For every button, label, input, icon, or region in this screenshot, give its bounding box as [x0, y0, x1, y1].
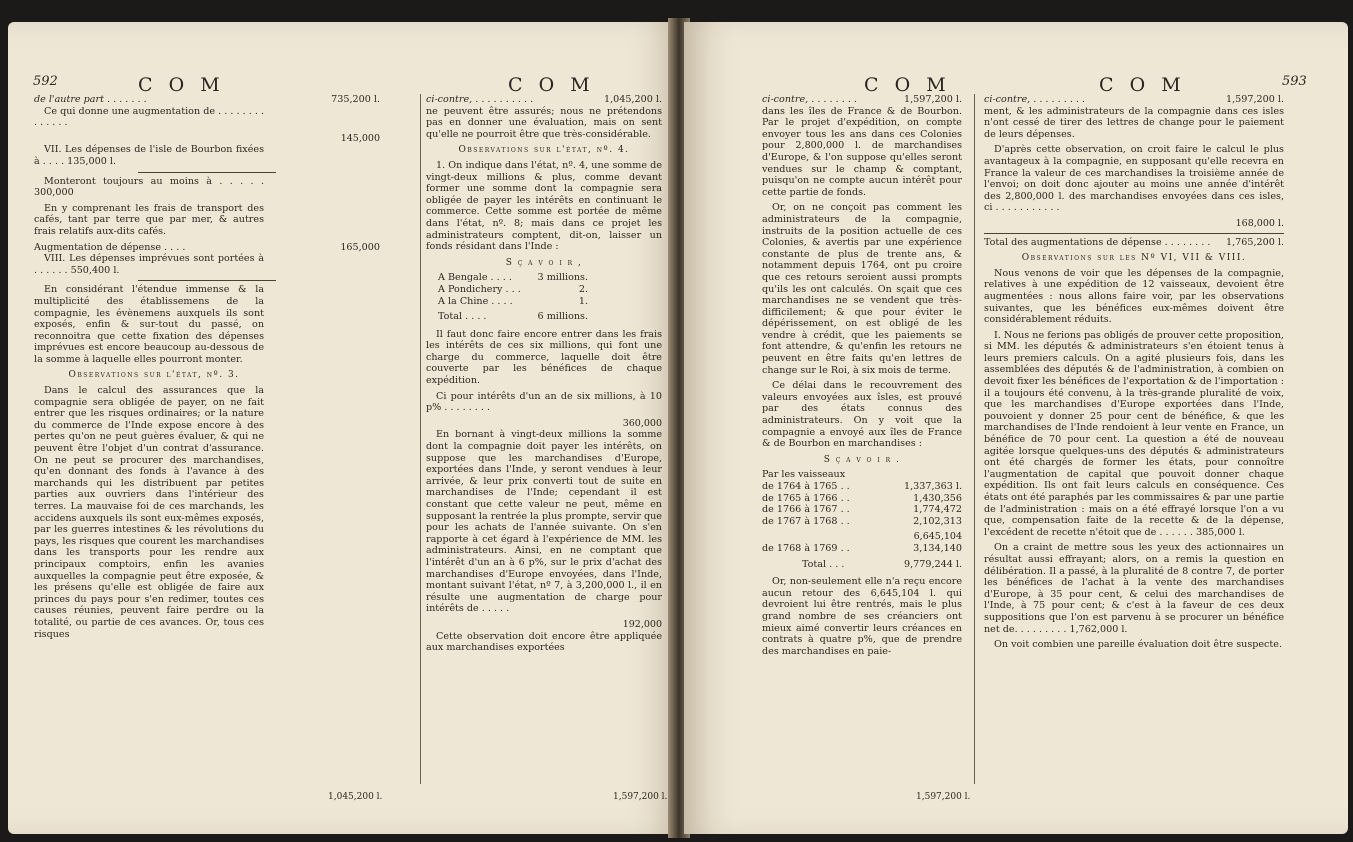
- carry-amount: 1,045,200 l.: [604, 94, 662, 105]
- column-1: [34, 94, 380, 644]
- list-item: de 1764 à 1765 . . 1,337,363 l.: [762, 481, 962, 492]
- column-divider: [420, 94, 421, 784]
- running-header-col2: C O M: [508, 74, 595, 96]
- paragraph-3: Nous venons de voir que les dépenses de la compagnie, relatives à une expédition de 12 vaisseaux, devoient être augmentées : nous allons faire voir, par les observations suivantes, que les bénéfices eux-mêmes doivent être considérablement réduits.: [984, 267, 1284, 326]
- augmentations-total: Total des augmentations de dépense . . . . . . . . 1,765,200 l.: [984, 236, 1284, 248]
- page-number-left: 592: [33, 74, 58, 89]
- right-page: [684, 22, 1348, 834]
- observations-text-3: Dans le calcul des assurances que la compagnie sera obligée de payer, on ne fait entrer que les risques ordinaires; or la nature du commerce de l'Inde expose encore à des pertes qu'on ne peut guères évaluer, & qui ne peuvent être l'objet d'un contrat d'assurance. On ne peut se procurer des marchandises, qu'en donnant des fonds à l'avance à des marchands qui les distribuent par petites parties aux ouvriers dans l'intérieur des terres. La mauvaise foi de ces marchands, les accidens auxquels ils sont eux-mêmes exposés, par les guerres intestines & les révolutions du pays, les risques que courent les marchandises dans les transports pour les rendre aux principaux comptoirs, enfin les avanies auxquelles la compagnie peut être exposée, & les présens qu'elle est obligée de faire aux princes du pays pour s'en redimer, toutes ces causes réunies, peuvent faire perdre ou la totalité, ou partie de ces avances. Or, tous ces risques: [34, 385, 264, 640]
- paragraph-2: D'après cette observation, on croit faire le calcul le plus avantageux à la compagnie, en supposant qu'elle recevra en France la valeur de ces marchandises la troisième année de l'envoi; on doit donc ajouter au moins une année d'intérêt des 2,800,000 l. des marchandises envoyées dans ces isles, ci . . . . . . . . . . .: [984, 144, 1284, 214]
- item-1: Ce qui donne une augmentation de . . . . . . . . . . . . . .: [34, 105, 264, 129]
- paragraph-1: ment, & les administrateurs de la compagnie dans ces isles n'ont cessé de tirer des lettres de change pour le paiement de leurs dépenses.: [984, 105, 1284, 140]
- carry-amount: 1,597,200 l.: [904, 94, 962, 105]
- paragraph-6: On voit combien une pareille évaluation doit être suspecte.: [994, 639, 1283, 651]
- page-number-right: 593: [1282, 74, 1307, 89]
- paragraph-1: dans les îles de France & de Bourbon. Par le projet d'expédition, on compte envoyer tous les ans dans ces Colonies pour 2,800,000 l. de marchandises d'Europe, & l'on suppose qu'elles seront vendues sur le champ & comptant, puisqu'on ne compte aucun intérêt pour cette partie de fonds.: [762, 105, 962, 198]
- item-2: VII. Les dépenses de l'isle de Bourbon fixées à . . . . 135,000 l.: [34, 144, 264, 167]
- item-4: En y comprenant les frais de transport des cafés, tant par terre que par mer, & autres frais relatifs aux-dits cafés.: [34, 202, 264, 237]
- list-item: de 1766 à 1767 . . 1,774,472: [762, 504, 962, 516]
- paragraph-3: Ci pour intérêts d'un an de six millions, à 10 p% . . . . . . . .: [426, 390, 662, 414]
- paragraph-4: I. Nous ne ferions pas obligés de prouver cette proposition, si MM. les députés & administrateurs s'en étoient tenus à leurs premiers calculs. On a agité plusieurs fois, dans les assemblées des députés & de l'administration, à combien on devoit fixer les bénéfices de l'exportation & de l'importation : il a toujours été convenu, à la très-grande pluralité de voix, que les marchandises d'Europe exportées dans l'Inde, pouvoient y donner 25 pour cent de bénéfice, & que les marchandises de l'Inde rendoient à leur vente en France, un bénéfice de 70 pour cent. La question a été de nouveau agitée lorsque quelques-uns des députés & administrateurs ont été chargés de former les états, pour connoître l'augmentation de capital que pouvoit donner chaque expédition. Ils ont fait leurs calculs en conséquence. Ces états ont été paraphés par les commissaires & par une partie de l'administration : mais on a été effrayé lorsque l'on a vu que, compensation faite de la recette & de la dépense, l'excédent de recette n'étoit que de . . . . . . 385,000 l.: [984, 329, 1284, 538]
- intro-text: ne peuvent être assurés; nous ne prétendons pas en donner une évaluation, mais on sent qu'elle ne pourroit être que très-considérable.: [426, 105, 662, 140]
- observations-title-4: Observations sur l'état, nº. 4.: [458, 145, 630, 156]
- paragraph-2-amount: 168,000 l.: [1235, 217, 1284, 229]
- running-header-left: C O M: [138, 74, 225, 96]
- carry-amount: 735,200 l.: [331, 94, 380, 105]
- paragraph-4: En bornant à vingt-deux millions la somme dont la compagnie doit payer les intérêts, on suppose que les marchandises d'Europe, exportées dans l'Inde, y seront vendues à leur arrivée, & leur prix converti tout de suite en marchandises de l'Inde; cependant il est constant que cette valeur ne peut, même en supposant la rentrée la plus prompte, servir que pour les achats de l'année suivante. On s'en rapporte à cet égard à l'expérience de MM. les administrateurs. Ainsi, en ne comptant que l'intérêt d'un an à 6 p%, sur le prix d'achat des marchandises d'Europe envoyées, dans l'Inde, montant suivant l'état, nº 7, à 3,200,000 l., il en résulte une augmentation de charge pour intérêts de . . . . .: [426, 429, 662, 615]
- paragraph-5: Cette observation doit encore être appliquée aux marchandises exportées: [426, 630, 662, 654]
- paragraph-5: On a craint de mettre sous les yeux des actionnaires un résultat aussi effrayant; alors, on a remis la question en délibération. Il a passé, à la pluralité de 8 contre 7, de porter les bénéfices de l'achat à la vente des marchandises d'Europe, à 35 pour cent, & celui des marchandises de l'Inde, à 75 pour cent; & c'est à la faveur de ces deux suppositions que l'on est parvenu à se procurer un bénéfice net de. . . . . . . . . 1,762,000 l.: [984, 542, 1284, 635]
- savoir-heading: S ç a v o i r .: [823, 454, 901, 465]
- item-1-amount: 145,000: [340, 132, 380, 144]
- column-4: [984, 94, 1284, 655]
- list-total: Total . . . . 6 millions.: [438, 311, 588, 323]
- list-item: de 1765 à 1766 . . 1,430,356: [762, 492, 962, 504]
- running-header-col4: C O M: [1099, 74, 1186, 96]
- paragraph-1: 1. On indique dans l'état, nº. 4, une somme de vingt-deux millions & plus, comme devant former une somme dont la compagnie sera obligée de payer les intérêts en continuant le commerce. Cette somme est portée de même dans l'état, nº. 8; mais dans ce projet les administrateurs comptent, dit-on, laisser un fonds résidant dans l'Inde :: [426, 159, 662, 253]
- list-header: Par les vaisseaux: [762, 469, 846, 481]
- paragraph-3-amount: 360,000: [622, 417, 662, 429]
- list-item: de 1767 à 1768 . . 2,102,313: [762, 515, 962, 527]
- paragraph-2: Il faut donc faire encore entrer dans les frais les intérêts de ces six millions, qui font une charge du commerce, laquelle doit être couverte par les bénéfices de chaque expédition.: [426, 328, 662, 387]
- item-5: Augmentation de dépense . . . .: [34, 241, 186, 253]
- list-item: A Bengale . . . . 3 millions.: [438, 272, 588, 284]
- item-5-amount: 165,000: [340, 241, 380, 253]
- footer-total-col3: 1,597,200 l.: [916, 792, 971, 802]
- column-3: [762, 94, 962, 661]
- observations-title-3: Observations sur l'état, nº. 3.: [68, 370, 240, 381]
- paragraph-3: Ce délai dans le recouvrement des valeurs envoyées aux îsles, est prouvé par des états connus des administrateurs. On y voit que la compagnie a envoyé aux îles de France & de Bourbon en marchandises :: [762, 380, 962, 450]
- item-3: Monteront toujours au moins à . . . . . 300,000: [34, 175, 264, 199]
- footer-total-col1: 1,045,200 l.: [328, 792, 383, 802]
- savoir-heading: S ç a v o i r ,: [505, 257, 583, 268]
- item-7: En considérant l'étendue immense & la multiplicité des établissemens de la compagnie, les évènemens auxquels ils sont exposés, enfin & sur-tout du passé, on reconnoitra que cette fixation des dépenses imprévues est encore beaucoup au-dessous de la somme à laquelle elles pourront monter.: [34, 284, 264, 365]
- footer-total-col2: 1,597,200 l.: [613, 792, 668, 802]
- observations-title-6-8: Observations sur les Nº VI, VII & VIII.: [1021, 253, 1247, 264]
- carry-label: ci-contre, . . . . . . . . . .: [426, 94, 534, 105]
- carry-label: de l'autre part . . . . . . .: [34, 94, 147, 105]
- column-2: [426, 94, 662, 658]
- rule: [138, 280, 276, 281]
- carry-label: ci-contre, . . . . . . . .: [762, 94, 857, 105]
- rule: [984, 233, 1284, 234]
- list-item: A Pondichery . . . 2.: [438, 283, 588, 295]
- column-divider: [974, 94, 975, 784]
- list-item: de 1768 à 1769 . . 3,134,140: [762, 542, 962, 554]
- list-total: Total . . . 9,779,244 l.: [802, 558, 962, 570]
- item-6: VIII. Les dépenses imprévues sont portées à . . . . . . 550,400 l.: [34, 253, 264, 276]
- carry-amount: 1,597,200 l.: [1226, 94, 1284, 105]
- left-page: [8, 22, 680, 834]
- list-item: A la Chine . . . . 1.: [438, 295, 588, 307]
- running-header-col3: C O M: [864, 74, 951, 96]
- paragraph-4: Or, non-seulement elle n'a reçu encore aucun retour des 6,645,104 l. qui devroient lui être rentrés, mais le plus grand nombre de ses créanciers ont mieux aimé convertir leurs créances en contrats à quatre p%, que de prendre des marchandises en paie-: [762, 576, 962, 657]
- carry-label: ci-contre, . . . . . . . . .: [984, 94, 1086, 105]
- subtotal: 6,645,104: [913, 531, 962, 543]
- paragraph-2: Or, on ne conçoit pas comment les administrateurs de la compagnie, instruits de la position actuelle de ces Colonies, & avertis par une expérience constante de plus de trente ans, & notamment depuis 1764, ont pu croire que ces retours seroient aussi prompts qu'ils les ont calculés. On sçait que ces marchandises ne se vendent que très-difficilement; & que pour éviter le dépérissement, on est obligé de les vendre à crédit, que les paiements se font attendre, & qu'enfin les retours ne peuvent en être faits qu'en lettres de change sur le Roi, à six mois de terme.: [762, 202, 962, 376]
- paragraph-4-amount: 192,000: [622, 618, 662, 630]
- rule: [138, 172, 276, 173]
